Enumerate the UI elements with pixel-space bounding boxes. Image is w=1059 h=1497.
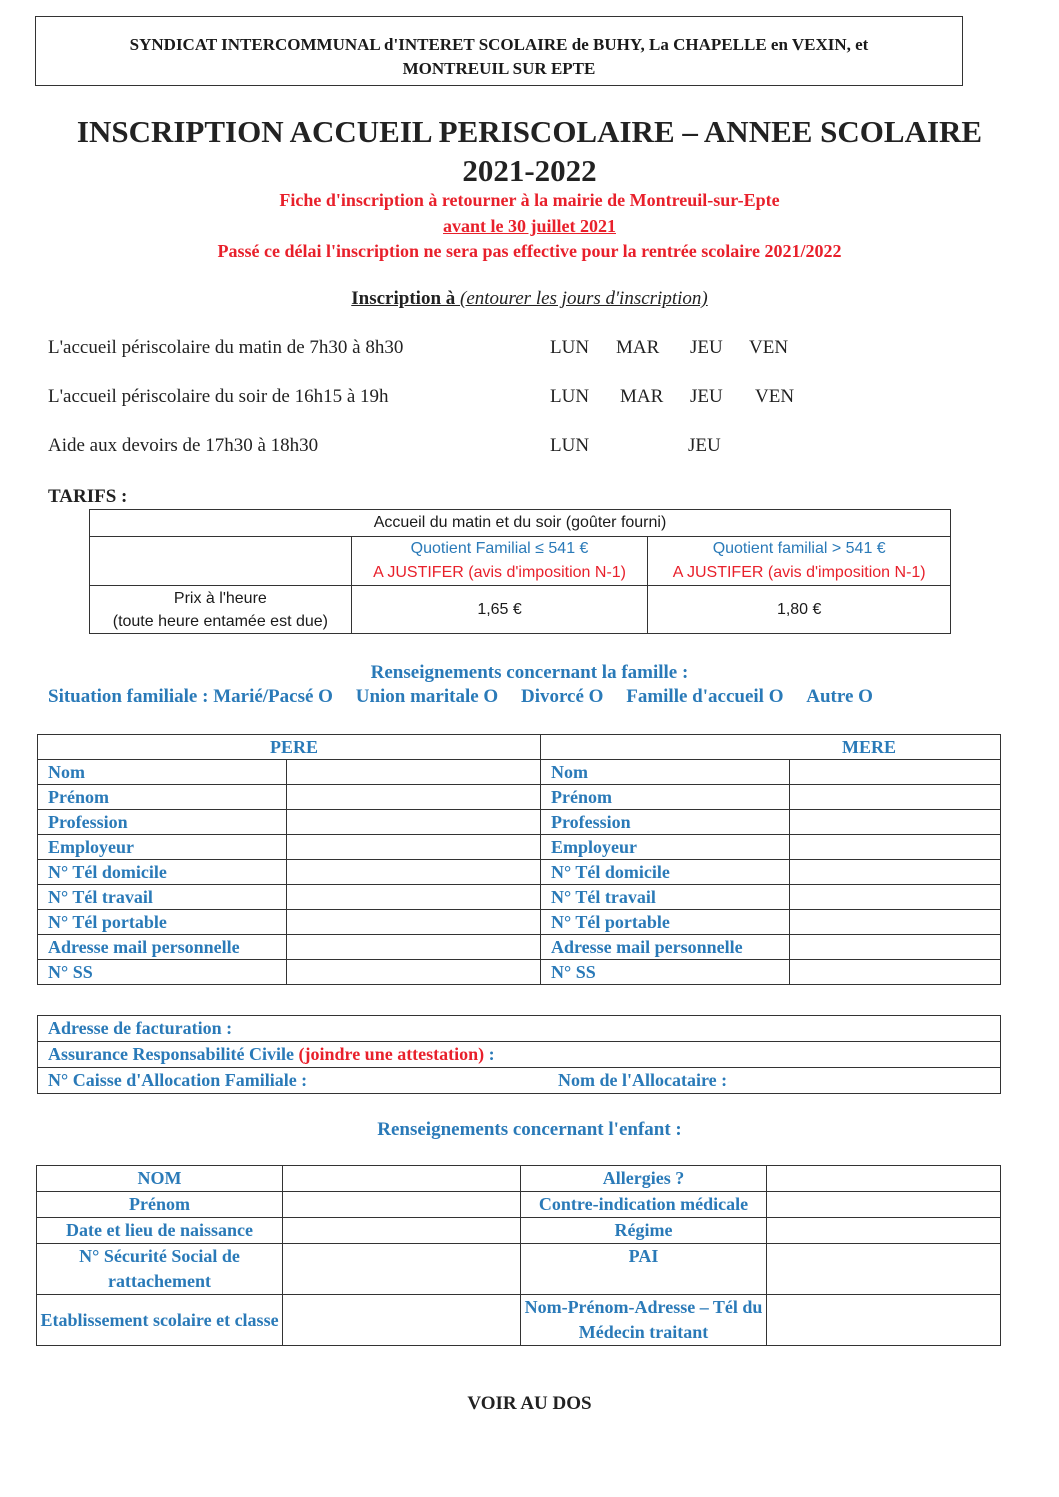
pere-label-email: Adresse mail personnelle <box>38 935 287 960</box>
pere-input-ss[interactable] <box>287 960 541 985</box>
option-famille-accueil[interactable]: Famille d'accueil O <box>626 686 784 707</box>
mere-input-tel-domicile[interactable] <box>790 860 1001 885</box>
assurance-label: Assurance Responsabilité Civile <box>48 1044 299 1064</box>
tarifs-price-1: 1,65 € <box>351 586 648 634</box>
option-autre[interactable]: Autre O <box>806 686 873 707</box>
tarifs-row-label <box>90 586 352 634</box>
tarifs-caption: Accueil du matin et du soir (goûter fourni) <box>90 510 951 537</box>
pere-label-employeur: Employeur <box>38 835 287 860</box>
allocataire-label: Nom de l'Allocataire : <box>558 1070 728 1090</box>
notice-line-3: Passé ce délai l'inscription ne sera pas effective pour la rentrée scolaire 2021/2022 <box>217 241 842 261</box>
assurance-colon: : <box>484 1044 495 1064</box>
inscription-hint: (entourer les jours d'inscription) <box>460 288 708 309</box>
parents-table <box>37 734 1001 985</box>
mere-label-email: Adresse mail personnelle <box>541 935 790 960</box>
enfant-label-allergies: Allergies ? <box>521 1166 767 1192</box>
page-title-year: 2021-2022 <box>462 153 597 188</box>
enfant-label-etablissement: Etablissement scolaire et classe <box>37 1295 283 1346</box>
day-mon-morning[interactable]: LUN <box>550 337 590 358</box>
enfant-input-etablissement[interactable] <box>283 1295 521 1346</box>
day-tue-evening[interactable]: MAR <box>620 386 664 407</box>
option-divorce[interactable]: Divorcé O <box>520 686 604 707</box>
enfant-input-regime[interactable] <box>767 1218 1001 1244</box>
enfant-label-medecin: Nom-Prénom-Adresse – Tél du Médecin traitant <box>521 1295 767 1346</box>
tarifs-col1-justify: A JUSTIFER (avis d'imposition N-1) <box>373 564 626 581</box>
day-fri-evening[interactable]: VEN <box>755 386 795 407</box>
enfant-input-naissance[interactable] <box>283 1218 521 1244</box>
mere-label-employeur: Employeur <box>541 835 790 860</box>
page-title: INSCRIPTION ACCUEIL PERISCOLAIRE – ANNEE SCOLAIRE <box>76 114 983 149</box>
mere-label-nom: Nom <box>541 760 790 785</box>
adresse-facturation[interactable]: Adresse de facturation : <box>38 1016 1001 1042</box>
pere-input-profession[interactable] <box>287 810 541 835</box>
enfant-input-medecin[interactable] <box>767 1295 1001 1346</box>
pere-label-profession: Profession <box>38 810 287 835</box>
day-fri-morning[interactable]: VEN <box>749 337 789 358</box>
caf-row[interactable] <box>38 1068 1001 1094</box>
day-thu-morning[interactable]: JEU <box>690 337 723 358</box>
day-thu-evening[interactable]: JEU <box>690 386 723 407</box>
pere-input-employeur[interactable] <box>287 835 541 860</box>
enfant-input-allergies[interactable] <box>767 1166 1001 1192</box>
footer-voir-au-dos: VOIR AU DOS <box>467 1393 592 1414</box>
mere-label-tel-travail: N° Tél travail <box>541 885 790 910</box>
pere-label-prenom: Prénom <box>38 785 287 810</box>
pere-label-tel-portable: N° Tél portable <box>38 910 287 935</box>
enfant-label-secu: N° Sécurité Social de rattachement <box>37 1244 283 1295</box>
tarifs-col2-justify: A JUSTIFER (avis d'imposition N-1) <box>672 564 926 581</box>
mere-input-tel-travail[interactable] <box>790 885 1001 910</box>
pere-label-nom: Nom <box>38 760 287 785</box>
pere-label-tel-travail: N° Tél travail <box>38 885 287 910</box>
mere-label-tel-domicile: N° Tél domicile <box>541 860 790 885</box>
mere-label-ss: N° SS <box>541 960 790 985</box>
tarifs-row-label-2: (toute heure entamée est due) <box>112 612 328 630</box>
option-marie[interactable]: Marié/Pacsé O <box>213 686 333 707</box>
inscription-label: Inscription à <box>351 288 461 309</box>
mere-input-email[interactable] <box>790 935 1001 960</box>
mere-input-ss[interactable] <box>790 960 1001 985</box>
header-line-1: SYNDICAT INTERCOMMUNAL d'INTERET SCOLAIRE de BUHY, La CHAPELLE en VEXIN, et <box>129 35 869 54</box>
assurance-rc[interactable] <box>38 1042 1001 1068</box>
pere-input-email[interactable] <box>287 935 541 960</box>
day-mon-evening[interactable]: LUN <box>550 386 590 407</box>
enfant-input-contre-indication[interactable] <box>767 1192 1001 1218</box>
mere-input-nom[interactable] <box>790 760 1001 785</box>
day-thu-homework[interactable]: JEU <box>688 435 721 456</box>
caf-label: N° Caisse d'Allocation Familiale : <box>48 1070 308 1090</box>
pere-header: PERE <box>38 735 541 760</box>
schedule-homework: Aide aux devoirs de 17h30 à 18h30 <box>48 435 319 456</box>
enfant-heading: Renseignements concernant l'enfant : <box>377 1119 682 1140</box>
facturation-table <box>37 1015 1001 1094</box>
tarifs-price-2: 1,80 € <box>648 586 951 634</box>
mere-input-tel-portable[interactable] <box>790 910 1001 935</box>
mere-input-prenom[interactable] <box>790 785 1001 810</box>
tarifs-col1-header <box>351 537 648 586</box>
enfant-label-pai: PAI <box>521 1244 767 1295</box>
enfant-label-naissance: Date et lieu de naissance <box>37 1218 283 1244</box>
pere-input-tel-travail[interactable] <box>287 885 541 910</box>
day-tue-morning[interactable]: MAR <box>616 337 660 358</box>
notice-line-1: Fiche d'inscription à retourner à la mairie de Montreuil-sur-Epte <box>279 190 780 210</box>
header-line-2: MONTREUIL SUR EPTE <box>402 59 596 78</box>
enfant-input-secu[interactable] <box>283 1244 521 1295</box>
option-union[interactable]: Union maritale O <box>355 686 499 707</box>
enfant-label-nom: NOM <box>37 1166 283 1192</box>
pere-input-prenom[interactable] <box>287 785 541 810</box>
enfant-table <box>36 1165 1001 1346</box>
tarifs-row-label-1: Prix à l'heure <box>173 589 267 607</box>
mere-input-profession[interactable] <box>790 810 1001 835</box>
inscription-heading <box>0 288 1059 310</box>
schedule-morning: L'accueil périscolaire du matin de 7h30 à 8h30 <box>48 337 404 358</box>
tarifs-col2-header <box>648 537 951 586</box>
mere-label-profession: Profession <box>541 810 790 835</box>
enfant-input-nom[interactable] <box>283 1166 521 1192</box>
header-box <box>35 16 963 86</box>
mere-header: MERE <box>541 735 1001 760</box>
mere-label-prenom: Prénom <box>541 785 790 810</box>
mere-input-employeur[interactable] <box>790 835 1001 860</box>
schedule-evening: L'accueil périscolaire du soir de 16h15 à 19h <box>48 386 389 407</box>
assurance-note: (joindre une attestation) <box>298 1044 485 1064</box>
mere-label-tel-portable: N° Tél portable <box>541 910 790 935</box>
pere-label-ss: N° SS <box>38 960 287 985</box>
pere-input-tel-portable[interactable] <box>287 910 541 935</box>
tarifs-table <box>89 509 951 634</box>
enfant-label-regime: Régime <box>521 1218 767 1244</box>
enfant-label-prenom: Prénom <box>37 1192 283 1218</box>
famille-heading: Renseignements concernant la famille : <box>370 662 689 683</box>
tarifs-col2-title: Quotient familial > 541 € <box>712 540 886 557</box>
tarifs-col1-title: Quotient Familial ≤ 541 € <box>410 540 589 557</box>
enfant-input-pai[interactable] <box>767 1244 1001 1295</box>
enfant-label-contre-indication: Contre-indication médicale <box>521 1192 767 1218</box>
situation-label: Situation familiale : <box>48 686 209 707</box>
enfant-input-prenom[interactable] <box>283 1192 521 1218</box>
situation-familiale <box>48 686 873 708</box>
notice-deadline: avant le 30 juillet 2021 <box>443 216 616 236</box>
tarifs-empty-cell <box>90 537 352 586</box>
pere-input-nom[interactable] <box>287 760 541 785</box>
pere-label-tel-domicile: N° Tél domicile <box>38 860 287 885</box>
day-mon-homework[interactable]: LUN <box>550 435 590 456</box>
pere-input-tel-domicile[interactable] <box>287 860 541 885</box>
tarifs-heading: TARIFS : <box>48 486 128 507</box>
